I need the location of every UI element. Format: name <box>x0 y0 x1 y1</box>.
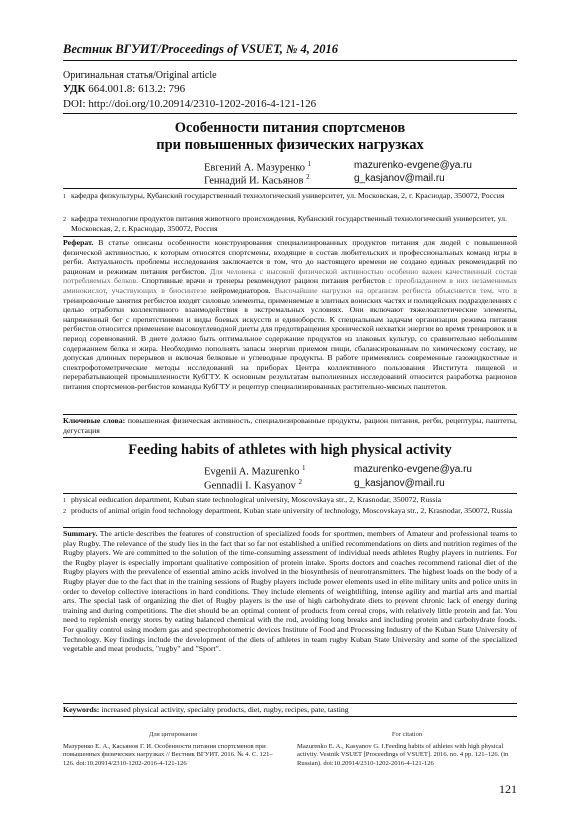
ru-title-line-2: при повышенных физических нагрузках <box>156 137 424 153</box>
abstract-text-muted-1: Для человека с высокой физической активностью особенно важен качественный состав потребляемых белков. <box>63 266 517 286</box>
journal-header: Вестник ВГУИТ/Proceedings of VSUET, № 4, 2016 <box>63 42 339 56</box>
en-keywords <box>63 705 517 715</box>
aff-sup: 1 <box>63 498 66 504</box>
aff-text: кафедра физкультуры, Кубанский государственный технологический университет, ул. Московская, 2, г. Краснодар, 350072, Россия <box>71 191 505 200</box>
ru-author-1 <box>204 160 311 174</box>
ru-keywords-rule <box>63 437 517 438</box>
ru-affiliation-1 <box>63 191 517 201</box>
ru-title <box>63 120 517 154</box>
ru-author-2-email: g_kasjanov@mail.ru <box>354 173 445 184</box>
udk-label: УДК <box>63 83 86 95</box>
citation-en: Mazurenko E. A., Kasyanov G. I.Feeding habits of athletes with high physical activity. Vestnik VSUET [Proceedings of VSUET]. 2016. no. 4 pp. 121–126. (in Russian). doi:10.20914/2310-1202-2016-4-121-126 <box>297 743 509 767</box>
author-name: Gennadii I. Kasyanov <box>204 480 296 492</box>
ru-title-line-1: Особенности питания спортсменов <box>174 120 406 136</box>
author-sup: 2 <box>306 173 310 181</box>
keywords-label: Ключевые слова: <box>63 416 126 425</box>
abstract-text-1: В статье описаны особенности конструирования специализированных продуктов питания для людей с повышенной физической активностью, к которым относятся спортсмены, входящие в состав любительских и профессиональных команд игры в регби. Актуальность проблемы исследования заключается в том, что до настоящего времени не создано единых рекомендаций по рационам и режимам питания регбистов. <box>63 238 517 276</box>
aff-sup: 2 <box>63 217 66 223</box>
aff-sup: 2 <box>63 509 66 515</box>
en-affiliation-1 <box>63 495 517 505</box>
header-rule <box>63 60 517 61</box>
en-keywords-rule <box>63 716 517 717</box>
ru-keywords <box>63 416 517 435</box>
abstract-text-2: Спортивные врачи и тренеры рекомендуют рацион питания регбистов <box>141 276 385 286</box>
keywords-text: повышенная физическая активность, специализированные продукты, рацион питания, регби, рецептуры, паштеты, дегустация <box>63 416 518 435</box>
abstract-text-4: тренировочные занятия регбистов входят силовые элементы, применяемые в элитных воинских частях и полицейских подразделениях с целью отработки коллективного взаимодействия в экстремальных условиях. Они включают тяжелоатлетические элементы, напряженный бег с препятствиями и виды боевых искусств и единоборств. К специальным задачам организации режима питания регбистов относится применение высокоуглеводной диеты для предотвращения хронической нехватки энергии во время тренировок и в период соревнований. В диете должно быть оптимальное содержание продуктов из злаковых культур, со сравнительно небольшим содержанием белка и жира. Необходимо пополнять запасы энергии приемом пищи, сбалансированным по химическому составу, не допуская длинных перерывов и включая белковые и углеводные продукты. В работе применялись современные газожидкостные и спектрофотометрические методы исследований на приборах Центра коллективного пользования Института пищевой и перерабатывающей промышленности КубГТУ. К основным результатам выполненных исследований относится разработка рационов питания спортсменов-регбистов команды КубГТУ и рецептур специализированных растительно-мясных паштетов. <box>63 295 517 391</box>
author-name: Евгений А. Мазуренко <box>204 162 306 174</box>
author-name: Evgenii A. Mazurenko <box>204 466 300 478</box>
ru-author-1-email: mazurenko-evgene@ya.ru <box>354 160 472 171</box>
abstract-text-muted-3: Высочайшие нагрузки на организм регбиста объясняется тем, что в <box>274 285 517 295</box>
doi-rule <box>63 113 517 114</box>
udk <box>63 83 185 95</box>
keywords-text: increased physical activity, specialty products, diet, rugby, recipes, pate, tasting <box>101 705 349 714</box>
article-type: Оригинальная статья/Original article <box>63 70 217 81</box>
ru-abstract-rule <box>63 414 517 415</box>
aff-sup: 1 <box>63 194 66 200</box>
ru-abstract <box>63 238 517 392</box>
author-sup: 1 <box>301 464 306 472</box>
en-author-1-email: mazurenko-evgene@ya.ru <box>354 464 472 475</box>
summary-label: Summary. <box>63 529 98 538</box>
abstract-label: Реферат. <box>63 238 94 247</box>
citation-ru-title: Для цитирования <box>149 731 197 738</box>
ru-affiliation-2 <box>63 214 517 233</box>
en-author-2-email: g_kasjanov@mail.ru <box>354 478 445 489</box>
citation-en-title: For citation <box>391 731 423 738</box>
author-name: Геннадий И. Касьянов <box>204 175 304 187</box>
aff-text: кафедра технологии продуктов питания животного происхождения, Кубанский государственный технологический университет, ул. Московская, 2, г. Краснодар, 350072, Россия <box>71 214 507 233</box>
author-sup: 1 <box>307 160 312 168</box>
page-number: 121 <box>499 782 517 796</box>
en-author-1 <box>204 464 305 478</box>
en-affiliation-2 <box>63 506 517 516</box>
summary-text: The article describes the features of construction of specialized foods for sportmen, members of Amateur and professional teams to play Rugby. The relevance of the study lies in the fact that so far not established a unified recommendations on diets and nutrition regimes of the Rugby players. We are committed to the solution of the time-consuming assessment of individual needs athletes Rugby players in nutrients. For the Rugby player is especially important qualitative composition of protein intake. Sports doctors and coaches recommend rational diet of the Rugby players with the prevalence of essential amino acids involved in the biosynthesis of neurotransmitters. The highest loads on the body of a Rugby player due to the fact that in the training sessions of Rugby players include power elements used in elite military units and police units in order to develop collective interactions in hard conditions. They include elements of weightlifting, intense agility and martial arts and martial arts. The special task of organizing the diet of Rugby players is the use of high carbohydrate diets to prevent chronic lack of energy during training and during competitions. The diet should be an optimal content of products from cereal crops, with relatively little protein and fat. You need to replenish energy stores by eating balanced chemical with the rod, avoiding long breaks and including protein and carbohydrate foods. For quality control using modern gas and spectrophotometric devices Institute of Food and Processing Industry of the Kuban State University of Technology. Key findings include the development of the diets of athletes in team rugby Kuban State University and some of the specialized vegetable and meat products, "rugby" and "Sport". <box>63 529 518 654</box>
en-title: Feeding habits of athletes with high physical activity <box>128 442 452 458</box>
udk-value: 664.001.8: 613.2: 796 <box>88 83 186 95</box>
en-author-2 <box>204 478 302 492</box>
en-summary-rule <box>63 703 517 704</box>
abstract-text-3: нейромедиаторов. <box>210 285 271 295</box>
keywords-label: Keywords: <box>63 705 100 714</box>
abstract-text-muted-2: с преобладанием в них незаменимых аминокислот, участвующих в биосинтезе <box>63 276 518 295</box>
en-summary <box>63 529 517 654</box>
citation-ru: Мазуренко Е. А., Касьянов Г. И. Особенности питания спортсменов при повышенных физических нагрузках // Вестник ВГУИТ. 2016. № 4. С. 121–126. doi:10.20914/2310-1202-2016-4-121-126 <box>63 743 273 767</box>
aff-text: physical eeducation department, Kuban state technological university, Moscovskaya str., 2, Krasnodar, 350072, Russia <box>71 495 442 504</box>
ru-aff-rule <box>63 236 517 237</box>
ru-authors-rule <box>63 188 517 189</box>
en-authors-rule <box>63 493 517 494</box>
aff-text: products of animal origin food technology department, Kuban state university of technology, Moscovskaya str., 2, Krasnodar, 350072, Russia <box>71 506 513 515</box>
author-sup: 2 <box>298 478 302 486</box>
doi: DOI: http://doi.org/10.20914/2310-1202-2016-4-121-126 <box>63 98 317 110</box>
ru-author-2 <box>204 173 310 187</box>
en-aff-rule <box>63 527 517 528</box>
